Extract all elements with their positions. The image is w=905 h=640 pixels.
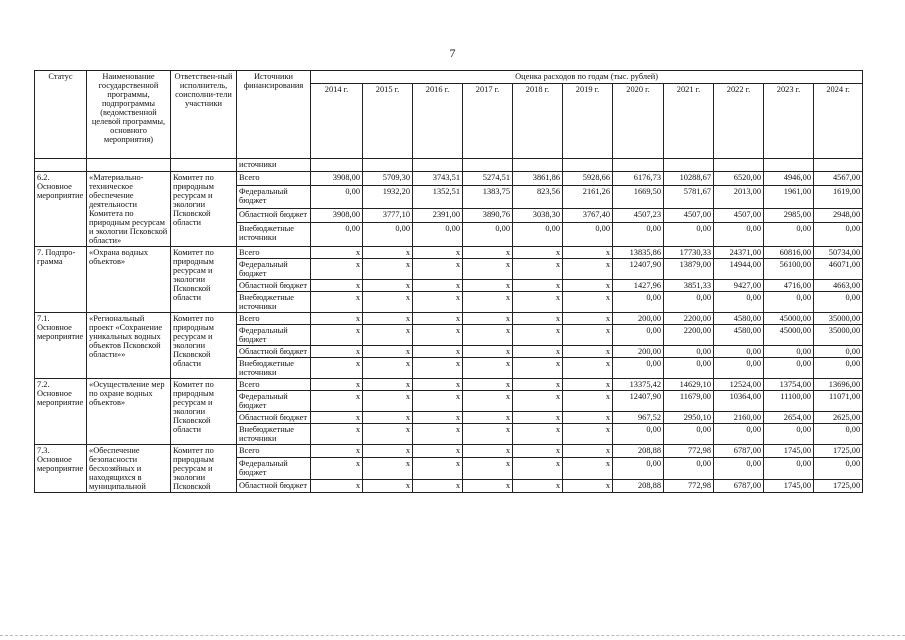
amount-cell: 10288,67 [664, 172, 714, 186]
row-funding-source: Областной бюджет [237, 346, 311, 358]
amount-cell: 35000,00 [814, 313, 863, 325]
amount-cell: 2013,00 [714, 185, 764, 209]
amount-cell: 200,00 [613, 313, 664, 325]
amount-cell: 11071,00 [814, 391, 863, 412]
amount-cell: 1725,00 [814, 480, 863, 493]
amount-cell: 967,52 [613, 412, 664, 424]
amount-cell: 50734,00 [814, 247, 863, 259]
amount-cell: x [363, 259, 413, 280]
amount-cell: x [363, 280, 413, 292]
amount-cell: x [513, 325, 563, 346]
amount-cell: 5781,67 [664, 185, 714, 209]
amount-cell: 6520,00 [714, 172, 764, 186]
amount-cell: x [311, 379, 363, 391]
header-year: 2021 г. [664, 84, 714, 159]
amount-cell: x [363, 247, 413, 259]
header-year: 2022 г. [714, 84, 764, 159]
amount-cell: 4567,00 [814, 172, 863, 186]
amount-cell: x [363, 457, 413, 479]
amount-cell: 4507,00 [664, 209, 714, 223]
amount-cell: x [513, 280, 563, 292]
table-row [35, 379, 863, 391]
amount-cell: x [413, 292, 463, 313]
amount-cell: x [413, 424, 463, 445]
amount-cell: 0,00 [764, 223, 814, 247]
amount-cell: x [413, 412, 463, 424]
amount-cell: 2160,00 [714, 412, 764, 424]
amount-cell: x [463, 379, 513, 391]
cont-empty [513, 159, 563, 172]
cont-empty [814, 159, 863, 172]
amount-cell: x [563, 379, 613, 391]
amount-cell: 13754,00 [764, 379, 814, 391]
amount-cell: 2200,00 [664, 313, 714, 325]
amount-cell: x [311, 259, 363, 280]
amount-cell: 56100,00 [764, 259, 814, 280]
amount-cell: x [463, 358, 513, 379]
amount-cell: 4716,00 [764, 280, 814, 292]
header-executor: Ответствен-ный исполнитель, соисполни-тели участники [171, 71, 237, 159]
amount-cell: x [311, 358, 363, 379]
amount-cell: x [563, 480, 613, 493]
amount-cell: 2391,00 [413, 209, 463, 223]
amount-cell: x [563, 391, 613, 412]
amount-cell: 0,00 [764, 457, 814, 479]
row-funding-source: Федеральный бюджет [237, 457, 311, 479]
amount-cell: 14944,00 [714, 259, 764, 280]
amount-cell: 3861,86 [513, 172, 563, 186]
amount-cell: 35000,00 [814, 325, 863, 346]
amount-cell: 208,88 [613, 480, 664, 493]
amount-cell: 0,00 [764, 292, 814, 313]
row-funding-source: Внебюджетные источники [237, 358, 311, 379]
amount-cell: x [363, 358, 413, 379]
amount-cell: 45000,00 [764, 313, 814, 325]
table-row [35, 247, 863, 259]
amount-cell: x [463, 391, 513, 412]
amount-cell: 0,00 [311, 185, 363, 209]
amount-cell: x [363, 379, 413, 391]
amount-cell: 0,00 [814, 424, 863, 445]
amount-cell: 0,00 [311, 223, 363, 247]
amount-cell: 0,00 [714, 424, 764, 445]
amount-cell: x [311, 280, 363, 292]
cont-empty [171, 159, 237, 172]
amount-cell: x [363, 292, 413, 313]
amount-cell: 0,00 [664, 424, 714, 445]
header-row [35, 71, 863, 84]
amount-cell: 0,00 [513, 223, 563, 247]
amount-cell: 208,88 [613, 445, 664, 458]
amount-cell: x [563, 412, 613, 424]
row-executor: Комитет по природным ресурсам и экологии Псковской области [171, 313, 237, 379]
row-funding-source: Областной бюджет [237, 280, 311, 292]
cont-empty [413, 159, 463, 172]
row-funding-source: Всего [237, 379, 311, 391]
amount-cell: x [413, 445, 463, 458]
amount-cell: x [463, 346, 513, 358]
amount-cell: 6787,00 [714, 445, 764, 458]
amount-cell: 1961,00 [764, 185, 814, 209]
amount-cell: 6176,73 [613, 172, 664, 186]
table-row [35, 445, 863, 458]
amount-cell: 2625,00 [814, 412, 863, 424]
amount-cell: 200,00 [613, 346, 664, 358]
amount-cell: x [311, 346, 363, 358]
cont-empty [463, 159, 513, 172]
amount-cell: 2654,00 [764, 412, 814, 424]
amount-cell: 772,98 [664, 480, 714, 493]
amount-cell: 45000,00 [764, 325, 814, 346]
cont-empty [764, 159, 814, 172]
amount-cell: x [563, 292, 613, 313]
amount-cell: 2950,10 [664, 412, 714, 424]
amount-cell: 0,00 [463, 223, 513, 247]
amount-cell: 0,00 [814, 358, 863, 379]
cont-empty [87, 159, 171, 172]
amount-cell: x [311, 457, 363, 479]
amount-cell: 1619,00 [814, 185, 863, 209]
row-program-name: «Материально-техническое обеспечение деятельности Комитета по природным ресурсам и экологии Псковской области» [87, 172, 171, 247]
amount-cell: 0,00 [563, 223, 613, 247]
amount-cell: x [413, 259, 463, 280]
amount-cell: 3038,30 [513, 209, 563, 223]
amount-cell: 1427,96 [613, 280, 664, 292]
amount-cell: 1932,20 [363, 185, 413, 209]
amount-cell: 14629,10 [664, 379, 714, 391]
amount-cell: x [413, 480, 463, 493]
amount-cell: x [463, 480, 513, 493]
amount-cell: x [513, 445, 563, 458]
row-status: 7. Подпро-грамма [35, 247, 87, 313]
row-funding-source: Всего [237, 247, 311, 259]
amount-cell: x [513, 457, 563, 479]
amount-cell: x [413, 358, 463, 379]
amount-cell: x [513, 379, 563, 391]
row-funding-source: Областной бюджет [237, 412, 311, 424]
header-year: 2019 г. [563, 84, 613, 159]
amount-cell: 5709,30 [363, 172, 413, 186]
row-program-name: «Осуществление мер по охране водных объектов» [87, 379, 171, 445]
row-funding-source: Всего [237, 313, 311, 325]
amount-cell: 3777,10 [363, 209, 413, 223]
amount-cell: 4663,00 [814, 280, 863, 292]
amount-cell: 3908,00 [311, 172, 363, 186]
amount-cell: x [513, 358, 563, 379]
header-year: 2014 г. [311, 84, 363, 159]
amount-cell: x [513, 247, 563, 259]
amount-cell: 17730,33 [664, 247, 714, 259]
amount-cell: x [311, 247, 363, 259]
amount-cell: x [413, 280, 463, 292]
header-year: 2024 г. [814, 84, 863, 159]
amount-cell: 1669,50 [613, 185, 664, 209]
amount-cell: x [563, 259, 613, 280]
amount-cell: 4946,00 [764, 172, 814, 186]
amount-cell: 0,00 [664, 292, 714, 313]
amount-cell: x [311, 325, 363, 346]
amount-cell: x [513, 313, 563, 325]
amount-cell: x [563, 247, 613, 259]
header-funding-source: Источники финансирования [237, 71, 311, 159]
row-funding-source: Федеральный бюджет [237, 391, 311, 412]
amount-cell: 12407,90 [613, 391, 664, 412]
amount-cell: x [463, 424, 513, 445]
amount-cell: x [413, 457, 463, 479]
amount-cell: x [363, 445, 413, 458]
continued-row [35, 159, 863, 172]
row-funding-source: Всего [237, 445, 311, 458]
amount-cell: x [311, 391, 363, 412]
amount-cell: 1745,00 [764, 445, 814, 458]
table-row [35, 172, 863, 186]
amount-cell: 0,00 [764, 424, 814, 445]
amount-cell: x [463, 325, 513, 346]
amount-cell: x [311, 292, 363, 313]
amount-cell: x [363, 424, 413, 445]
amount-cell: x [413, 379, 463, 391]
amount-cell: 0,00 [613, 424, 664, 445]
amount-cell: x [363, 391, 413, 412]
amount-cell: x [463, 313, 513, 325]
amount-cell: x [413, 325, 463, 346]
amount-cell: 12407,90 [613, 259, 664, 280]
header-year: 2016 г. [413, 84, 463, 159]
amount-cell: 0,00 [613, 292, 664, 313]
amount-cell: 10364,00 [714, 391, 764, 412]
amount-cell: 3767,40 [563, 209, 613, 223]
amount-cell: x [311, 445, 363, 458]
header-year: 2020 г. [613, 84, 664, 159]
amount-cell: 0,00 [613, 325, 664, 346]
row-executor: Комитет по природным ресурсам и экологии Псковской [171, 445, 237, 493]
cont-empty [363, 159, 413, 172]
amount-cell: 5274,51 [463, 172, 513, 186]
row-executor: Комитет по природным ресурсам и экологии Псковской области [171, 172, 237, 247]
amount-cell: 4580,00 [714, 325, 764, 346]
header-status: Статус [35, 71, 87, 159]
row-status: 7.3. Основное мероприятие [35, 445, 87, 493]
amount-cell: 0,00 [413, 223, 463, 247]
amount-cell: 3890,76 [463, 209, 513, 223]
amount-cell: 0,00 [664, 457, 714, 479]
amount-cell: x [563, 424, 613, 445]
amount-cell: x [463, 445, 513, 458]
amount-cell: x [563, 325, 613, 346]
amount-cell: x [563, 313, 613, 325]
row-program-name: «Региональный проект «Сохранение уникальных водных объектов Псковской области»» [87, 313, 171, 379]
amount-cell: 13375,42 [613, 379, 664, 391]
amount-cell: 3851,33 [664, 280, 714, 292]
amount-cell: 0,00 [814, 223, 863, 247]
amount-cell: x [311, 412, 363, 424]
amount-cell: 2161,26 [563, 185, 613, 209]
amount-cell: 2985,00 [764, 209, 814, 223]
amount-cell: x [513, 391, 563, 412]
amount-cell: x [513, 424, 563, 445]
amount-cell: x [311, 480, 363, 493]
amount-cell: 0,00 [714, 292, 764, 313]
amount-cell: 5928,66 [563, 172, 613, 186]
budget-table [34, 70, 863, 493]
row-funding-source: Внебюджетные источники [237, 223, 311, 247]
amount-cell: x [413, 391, 463, 412]
header-year: 2018 г. [513, 84, 563, 159]
amount-cell: x [363, 412, 413, 424]
row-funding-source: Внебюджетные источники [237, 292, 311, 313]
amount-cell: 1383,75 [463, 185, 513, 209]
row-funding-source: Областной бюджет [237, 480, 311, 493]
amount-cell: 0,00 [714, 223, 764, 247]
amount-cell: 0,00 [613, 358, 664, 379]
amount-cell: x [311, 313, 363, 325]
amount-cell: x [363, 346, 413, 358]
amount-cell: 0,00 [714, 457, 764, 479]
amount-cell: 13879,00 [664, 259, 714, 280]
header-program-name: Наименование государственной программы, подпрограммы (ведомственной целевой программы, основного мероприятия) [87, 71, 171, 159]
cont-empty [563, 159, 613, 172]
header-estimate: Оценка расходов по годам (тыс. рублей) [311, 71, 863, 84]
cont-empty [311, 159, 363, 172]
amount-cell: 4507,23 [613, 209, 664, 223]
amount-cell: 0,00 [664, 358, 714, 379]
row-program-name: «Охрана водных объектов» [87, 247, 171, 313]
amount-cell: x [563, 280, 613, 292]
amount-cell: 1352,51 [413, 185, 463, 209]
amount-cell: x [413, 313, 463, 325]
row-program-name: «Обеспечение безопасности бесхозяйных и находящихся в муниципальной [87, 445, 171, 493]
amount-cell: 0,00 [814, 292, 863, 313]
amount-cell: 12524,00 [714, 379, 764, 391]
amount-cell: x [363, 325, 413, 346]
cont-empty [714, 159, 764, 172]
scan-edge [0, 635, 905, 640]
header-year: 2023 г. [764, 84, 814, 159]
amount-cell: 24371,00 [714, 247, 764, 259]
cont-empty [613, 159, 664, 172]
amount-cell: 0,00 [613, 457, 664, 479]
amount-cell: 1725,00 [814, 445, 863, 458]
header-year: 2015 г. [363, 84, 413, 159]
amount-cell: 46071,00 [814, 259, 863, 280]
amount-cell: x [413, 247, 463, 259]
amount-cell: x [463, 412, 513, 424]
amount-cell: x [513, 346, 563, 358]
amount-cell: 6787,00 [714, 480, 764, 493]
amount-cell: 11679,00 [664, 391, 714, 412]
amount-cell: 3743,51 [413, 172, 463, 186]
amount-cell: x [563, 346, 613, 358]
amount-cell: x [563, 358, 613, 379]
amount-cell: x [513, 480, 563, 493]
amount-cell: 3908,00 [311, 209, 363, 223]
table-row [35, 313, 863, 325]
amount-cell: x [513, 292, 563, 313]
amount-cell: 2200,00 [664, 325, 714, 346]
header-year: 2017 г. [463, 84, 513, 159]
row-funding-source: Внебюджетные источники [237, 424, 311, 445]
amount-cell: 0,00 [363, 223, 413, 247]
amount-cell: 823,56 [513, 185, 563, 209]
amount-cell: 0,00 [764, 358, 814, 379]
amount-cell: 2948,00 [814, 209, 863, 223]
amount-cell: 0,00 [664, 346, 714, 358]
row-funding-source: Областной бюджет [237, 209, 311, 223]
amount-cell: 9427,00 [714, 280, 764, 292]
amount-cell: x [563, 457, 613, 479]
amount-cell: 0,00 [714, 358, 764, 379]
cont-empty [664, 159, 714, 172]
amount-cell: 0,00 [814, 346, 863, 358]
row-status: 7.1. Основное мероприятие [35, 313, 87, 379]
amount-cell: 4580,00 [714, 313, 764, 325]
amount-cell: 0,00 [613, 223, 664, 247]
amount-cell: x [363, 313, 413, 325]
page-number: 7 [449, 46, 456, 60]
amount-cell: x [563, 445, 613, 458]
row-funding-source: Всего [237, 172, 311, 186]
amount-cell: 0,00 [814, 457, 863, 479]
amount-cell: x [513, 412, 563, 424]
row-funding-source: Федеральный бюджет [237, 325, 311, 346]
continued-source-label: источники [237, 159, 311, 172]
amount-cell: 0,00 [764, 346, 814, 358]
amount-cell: 13835,86 [613, 247, 664, 259]
amount-cell: 60816,00 [764, 247, 814, 259]
cont-empty [35, 159, 87, 172]
amount-cell: 0,00 [664, 223, 714, 247]
row-funding-source: Федеральный бюджет [237, 259, 311, 280]
amount-cell: x [413, 346, 463, 358]
amount-cell: 0,00 [714, 346, 764, 358]
amount-cell: x [463, 292, 513, 313]
amount-cell: x [363, 480, 413, 493]
amount-cell: x [463, 247, 513, 259]
amount-cell: 11100,00 [764, 391, 814, 412]
row-status: 6.2. Основное мероприятие [35, 172, 87, 247]
amount-cell: x [463, 457, 513, 479]
amount-cell: 4507,00 [714, 209, 764, 223]
amount-cell: x [463, 280, 513, 292]
amount-cell: x [311, 424, 363, 445]
row-funding-source: Федеральный бюджет [237, 185, 311, 209]
row-executor: Комитет по природным ресурсам и экологии Псковской области [171, 379, 237, 445]
amount-cell: 1745,00 [764, 480, 814, 493]
amount-cell: x [463, 259, 513, 280]
row-status: 7.2. Основное мероприятие [35, 379, 87, 445]
amount-cell: 772,98 [664, 445, 714, 458]
row-executor: Комитет по природным ресурсам и экологии Псковской области [171, 247, 237, 313]
amount-cell: x [513, 259, 563, 280]
amount-cell: 13696,00 [814, 379, 863, 391]
